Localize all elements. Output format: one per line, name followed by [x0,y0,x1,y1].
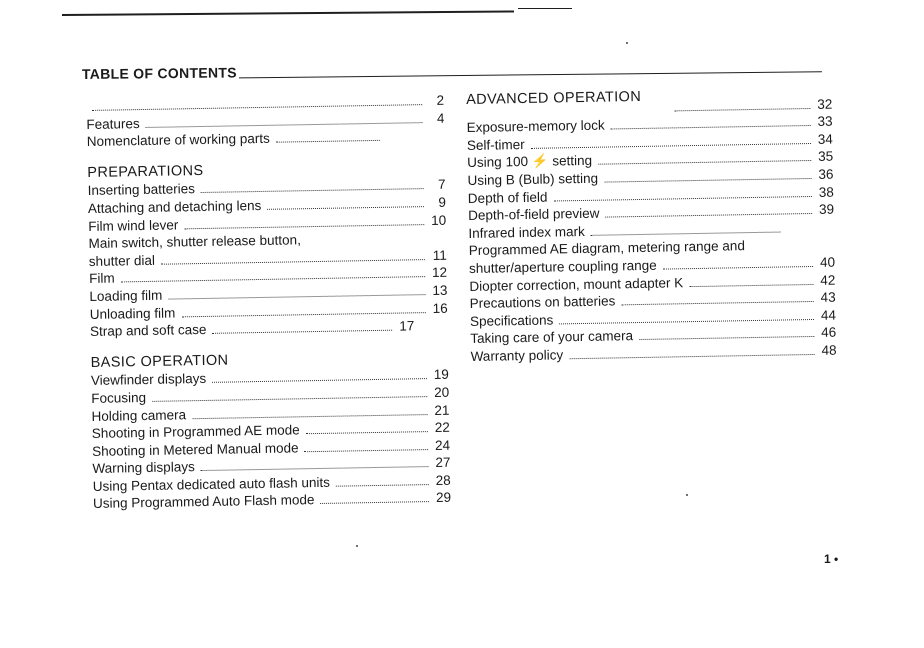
leader-dots [606,213,813,218]
leader-dots [559,319,814,324]
toc-entry-label: Exposure-memory lock [466,117,605,136]
toc-entry-label: Using Programmed Auto Flash mode [92,492,315,512]
leader-dots [591,231,781,235]
leader-dots [621,301,813,305]
toc-entry-label: Taking care of your camera [470,328,634,347]
top-border-line-right [518,8,572,9]
leader-dots [663,266,813,270]
toc-entry-page: 24 [434,437,451,453]
section-heading-basic-operation: BASIC OPERATION [90,352,229,371]
leader-dots [569,354,814,359]
toc-entry-label: Diopter correction, mount adapter K [469,274,684,294]
toc-entry-label: Warranty policy [470,347,564,364]
toc-entry-page: 27 [435,454,451,471]
toc-entry-page: 46 [821,324,837,341]
toc-entry-page: 11 [432,247,447,263]
leader-dots [531,143,811,149]
toc-right-column [466,86,837,366]
toc-entry-page: 44 [820,307,837,323]
leader-dots [184,224,424,229]
toc-entry-label: Using 100 ⚡ setting [467,153,593,171]
leader-dots [201,466,429,471]
toc-entry-label: Warning displays [92,459,195,477]
toc-entry-page: 2 [436,92,445,108]
section-heading-advanced-operation: ADVANCED OPERATION [466,88,642,108]
toc-entry-page: 32 [817,96,833,112]
scan-speck [686,494,688,496]
toc-entry-page: 7 [437,177,446,193]
toc-entry-label: Film wind lever [88,216,179,234]
toc-entry-page: 12 [431,265,448,281]
toc-entry-page: 42 [820,272,836,288]
scan-speck [356,545,358,547]
toc-entry-page: 35 [818,148,834,165]
leader-dots [276,140,380,143]
toc-entry-page: 29 [435,490,452,506]
toc-entry-page: 21 [434,402,450,418]
leader-dots [689,283,813,286]
toc-entry-label: Unloading film [89,305,176,322]
toc-entry-label: Infrared index mark [468,223,585,241]
leader-dots [212,330,392,334]
leader-dots [121,276,425,282]
leader-dots [267,206,424,210]
toc-entry-page: 10 [431,212,447,228]
leader-dots [305,449,429,452]
toc-title-row [82,58,822,82]
toc-entry-label: Depth-of-field preview [468,205,600,224]
toc-entry-label: Precautions on batteries [469,293,616,312]
toc-entry-label: Attaching and detaching lens [87,197,262,216]
leader-dots [192,414,427,419]
toc-entry-page: 9 [438,194,447,210]
page-number: 1 • [824,552,839,566]
toc-entry-page: 28 [435,472,451,488]
toc-entry-label: shutter dial [88,252,156,269]
leader-dots [336,484,429,487]
toc-entry-page: 17 [399,318,415,334]
toc-entry-page: 19 [433,367,450,383]
toc-entry-label: Programmed AE diagram, metering range and [468,238,746,259]
toc-entry-page: 20 [434,384,450,400]
leader-dots [604,178,811,183]
toc-entry-label: Specifications [469,312,554,329]
toc-left-column [86,92,451,513]
leader-dots [212,378,427,383]
leader-dots [553,196,811,202]
leader-dots [639,336,814,340]
leader-dots [306,431,428,434]
toc-title: TABLE OF CONTENTS [81,64,237,82]
leader-dots [598,160,811,165]
leader-dots [146,122,423,128]
toc-entry-page: 39 [818,201,835,218]
toc-entry-page: 16 [432,300,448,316]
leader-dots [201,188,424,193]
toc-entry-label: Nomenclature of working parts [86,130,270,150]
toc-entry-page: 13 [432,282,448,298]
toc-entry-label: Film [89,270,115,287]
toc-entry-page: 36 [818,166,834,182]
scan-speck [626,42,628,44]
toc-entry-label: shutter/aperture coupling range [468,257,657,276]
leader-dots [181,312,425,317]
leader-dots [152,396,427,402]
leader-dots [161,259,425,265]
toc-entry-label: Shooting in Metered Manual mode [92,440,299,459]
toc-entry-page: 38 [818,184,834,200]
leader-dots [611,125,811,129]
leader-dots [168,294,425,299]
section-heading-preparations: PREPARATIONS [87,162,204,181]
top-border-line [62,10,514,16]
toc-entry-label: Focusing [91,389,147,406]
toc-entry-page: 34 [817,131,834,147]
toc-entry-label: Loading film [89,287,163,304]
toc-entry-label: Self-timer [466,136,525,153]
toc-entry-page: 4 [436,110,445,126]
leader-dots [320,502,429,505]
toc-entry-label: Depth of field [467,189,548,206]
toc-entry-label: Main switch, shutter release button, [88,232,301,252]
title-underline [239,71,822,78]
toc-entry-label: Using Pentax dedicated auto flash units [92,474,331,494]
toc-entry-page: 43 [820,289,836,305]
toc-entry-page: 48 [821,342,837,358]
toc-entry-label: Viewfinder displays [90,371,207,389]
toc-entry-label: Holding camera [91,406,187,424]
toc-entry-page: 33 [817,113,833,130]
toc-entry-page: 22 [434,419,450,436]
toc-entry-label: Features [86,115,140,132]
leader-dots [674,108,810,111]
toc-entry-label: Shooting in Programmed AE mode [91,422,300,442]
toc-entry-label: Using B (Bulb) setting [467,170,599,188]
toc-entry-label: Strap and soft case [89,322,207,340]
toc-entry-label: Inserting batteries [87,181,196,199]
toc-entry-page: 40 [819,254,836,270]
